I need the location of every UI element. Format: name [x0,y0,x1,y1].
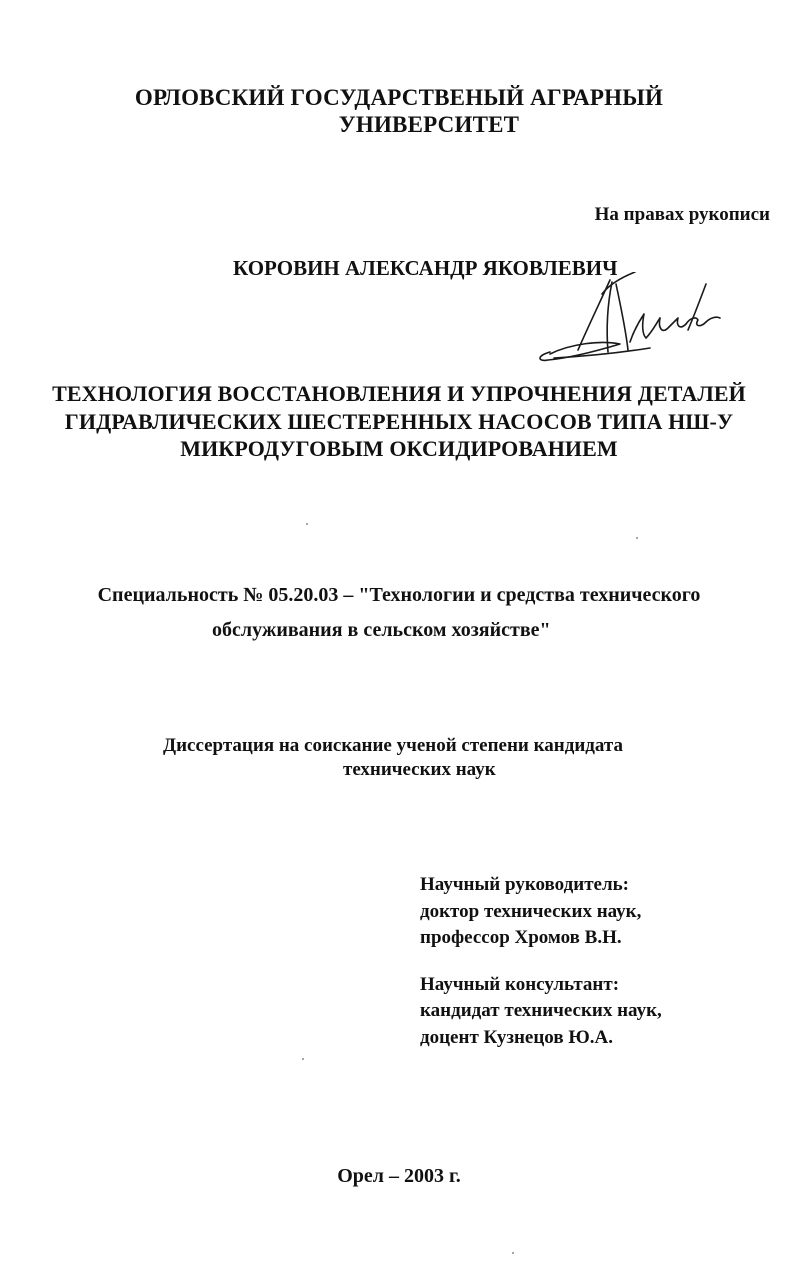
scan-speck [636,537,638,539]
consultant-role: Научный консультант: [420,974,620,995]
dissertation-title-line-1: ТЕХНОЛОГИЯ ВОССТАНОВЛЕНИЯ И УПРОЧНЕНИЯ ДЕТАЛЕЙ [52,381,746,406]
dissertation-title-line-3: МИКРОДУГОВЫМ ОКСИДИРОВАНИЕМ [180,436,618,461]
consultant-name: доцент Кузнецов Ю.А. [420,1027,613,1048]
specialty-line-1: Специальность № 05.20.03 – "Технологии и средства технического [97,584,701,606]
scan-speck [302,1058,304,1060]
dissertation-degree-line-2: технических наук [343,759,496,780]
manuscript-rights-label: На правах рукописи [594,204,770,225]
supervisor-name: профессор Хромов В.Н. [420,927,622,948]
specialty-line-2: обслуживания в сельском хозяйстве" [212,619,551,641]
dissertation-degree-line-1: Диссертация на соискание ученой степени кандидата [163,735,623,756]
supervisor-role: Научный руководитель: [420,874,629,895]
consultant-degree: кандидат технических наук, [420,1000,662,1021]
university-name-line-1: ОРЛОВСКИЙ ГОСУДАРСТВЕНЫЙ АГРАРНЫЙ [134,85,664,110]
dissertation-title-line-2: ГИДРАВЛИЧЕСКИХ ШЕСТЕРЕННЫХ НАСОСОВ ТИПА НШ-У [64,409,734,434]
university-name-line-2: УНИВЕРСИТЕТ [338,112,520,137]
supervisor-degree: доктор технических наук, [420,901,642,922]
scan-speck [512,1252,514,1254]
city-year: Орел – 2003 г. [337,1165,461,1187]
scan-speck [306,523,308,525]
author-name: КОРОВИН АЛЕКСАНДР ЯКОВЛЕВИЧ [233,256,618,280]
handwritten-signature [530,272,740,372]
